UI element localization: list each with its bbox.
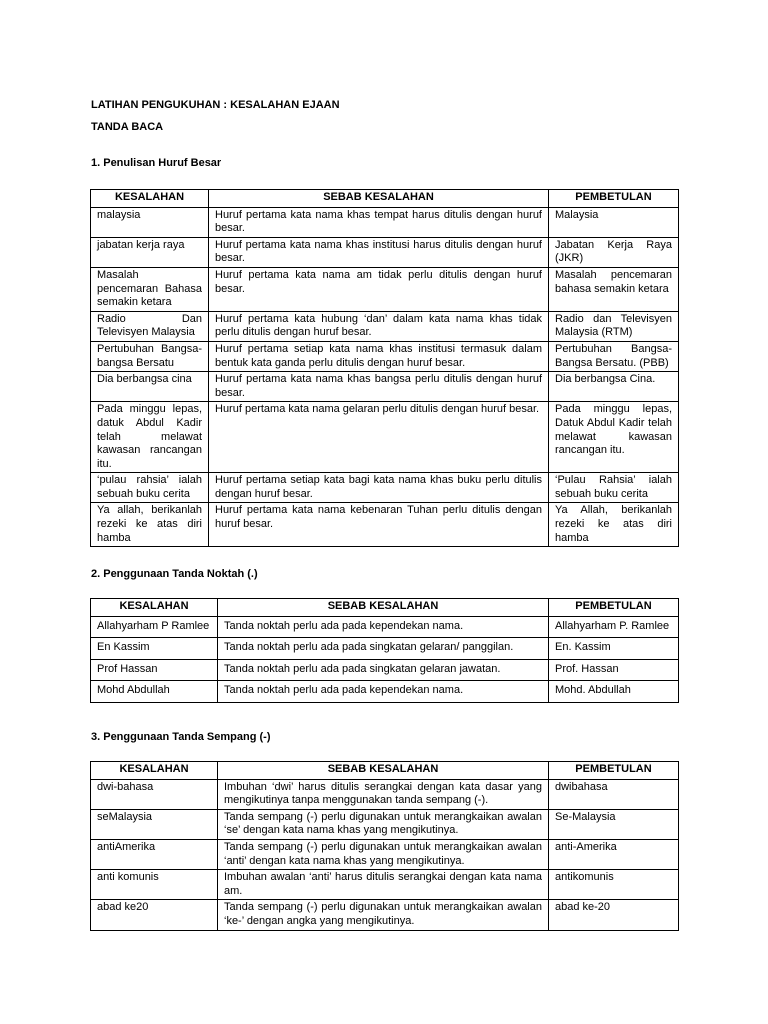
cell-sebab: Tanda noktah perlu ada pada kependekan nama.: [218, 681, 549, 703]
cell-sebab: Huruf pertama kata nama gelaran perlu ditulis dengan huruf besar.: [209, 402, 549, 473]
cell-sebab: Tanda sempang (-) perlu digunakan untuk merangkaikan awalan ‘ke-’ dengan angka yang mengikutinya.: [218, 900, 549, 930]
cell-pembetulan: Masalah pencemaran bahasa semakin ketara: [549, 267, 679, 311]
cell-sebab: Huruf pertama kata nama khas tempat harus ditulis dengan huruf besar.: [209, 207, 549, 237]
table-header-row: [91, 190, 679, 208]
table-header-row: [91, 599, 679, 617]
cell-kesalahan: abad ke20: [91, 900, 218, 930]
table-row: [91, 616, 679, 638]
cell-sebab: Huruf pertama kata nama am tidak perlu ditulis dengan huruf besar.: [209, 267, 549, 311]
cell-kesalahan: Ya allah, berikanlah rezeki ke atas diri hamba: [91, 503, 209, 547]
cell-pembetulan: antikomunis: [549, 870, 679, 900]
cell-pembetulan: anti-Amerika: [549, 839, 679, 869]
cell-kesalahan: seMalaysia: [91, 809, 218, 839]
table-row: [91, 809, 679, 839]
table-row: [91, 870, 679, 900]
table-row: [91, 503, 679, 547]
cell-sebab: Huruf pertama kata hubung ‘dan’ dalam kata nama khas tidak perlu ditulis dengan huruf besar.: [209, 311, 549, 341]
cell-sebab: Tanda noktah perlu ada pada singkatan gelaran jawatan.: [218, 659, 549, 681]
cell-kesalahan: Pada minggu lepas, datuk Abdul Kadir telah melawat kawasan rancangan itu.: [91, 402, 209, 473]
column-header: SEBAB KESALAHAN: [218, 599, 549, 617]
cell-kesalahan: Prof Hassan: [91, 659, 218, 681]
section-heading: 1. Penulisan Huruf Besar: [91, 157, 222, 169]
cell-pembetulan: Radio dan Televisyen Malaysia (RTM): [549, 311, 679, 341]
cell-pembetulan: Ya Allah, berikanlah rezeki ke atas diri hamba: [549, 503, 679, 547]
table-row: [91, 207, 679, 237]
cell-pembetulan: abad ke-20: [549, 900, 679, 930]
table-row: [91, 681, 679, 703]
cell-kesalahan: Mohd Abdullah: [91, 681, 218, 703]
table-row: [91, 839, 679, 869]
cell-sebab: Tanda noktah perlu ada pada singkatan gelaran/ panggilan.: [218, 638, 549, 660]
table-row: [91, 659, 679, 681]
cell-pembetulan: Pertubuhan Bangsa-Bangsa Bersatu. (PBB): [549, 341, 679, 371]
column-header: SEBAB KESALAHAN: [218, 762, 549, 780]
cell-kesalahan: Radio Dan Televisyen Malaysia: [91, 311, 209, 341]
table-row: [91, 341, 679, 371]
column-header: KESALAHAN: [91, 762, 218, 780]
column-header: PEMBETULAN: [549, 190, 679, 208]
cell-kesalahan: malaysia: [91, 207, 209, 237]
cell-sebab: Tanda sempang (-) perlu digunakan untuk merangkaikan awalan ‘anti’ dengan kata nama khas yang mengikutinya.: [218, 839, 549, 869]
cell-kesalahan: jabatan kerja raya: [91, 237, 209, 267]
table-row: [91, 779, 679, 809]
cell-kesalahan: Pertubuhan Bangsa-bangsa Bersatu: [91, 341, 209, 371]
cell-pembetulan: Allahyarham P. Ramlee: [549, 616, 679, 638]
cell-pembetulan: Malaysia: [549, 207, 679, 237]
section-table: [90, 761, 679, 931]
cell-pembetulan: ‘Pulau Rahsia’ ialah sebuah buku cerita: [549, 473, 679, 503]
cell-pembetulan: Prof. Hassan: [549, 659, 679, 681]
column-header: PEMBETULAN: [549, 762, 679, 780]
cell-pembetulan: Pada minggu lepas, Datuk Abdul Kadir telah melawat kawasan rancangan itu.: [549, 402, 679, 473]
section-table: [90, 189, 679, 547]
cell-pembetulan: Se-Malaysia: [549, 809, 679, 839]
cell-sebab: Tanda noktah perlu ada pada kependekan nama.: [218, 616, 549, 638]
cell-kesalahan: dwi-bahasa: [91, 779, 218, 809]
cell-pembetulan: Dia berbangsa Cina.: [549, 372, 679, 402]
table-row: [91, 900, 679, 930]
table-header-row: [91, 762, 679, 780]
table-row: [91, 372, 679, 402]
cell-pembetulan: Jabatan Kerja Raya (JKR): [549, 237, 679, 267]
table-row: [91, 638, 679, 660]
cell-kesalahan: Dia berbangsa cina: [91, 372, 209, 402]
cell-sebab: Huruf pertama kata nama khas bangsa perlu ditulis dengan huruf besar.: [209, 372, 549, 402]
section-table: [90, 598, 679, 703]
section-heading: 3. Penggunaan Tanda Sempang (-): [91, 731, 271, 743]
cell-kesalahan: antiAmerika: [91, 839, 218, 869]
cell-sebab: Huruf pertama kata nama khas institusi harus ditulis dengan huruf besar.: [209, 237, 549, 267]
table-row: [91, 267, 679, 311]
table-row: [91, 311, 679, 341]
column-header: KESALAHAN: [91, 599, 218, 617]
column-header: PEMBETULAN: [549, 599, 679, 617]
cell-kesalahan: Masalah pencemaran Bahasa semakin ketara: [91, 267, 209, 311]
cell-pembetulan: En. Kassim: [549, 638, 679, 660]
column-header: SEBAB KESALAHAN: [209, 190, 549, 208]
cell-kesalahan: En Kassim: [91, 638, 218, 660]
cell-pembetulan: Mohd. Abdullah: [549, 681, 679, 703]
cell-sebab: Imbuhan awalan ‘anti’ harus ditulis serangkai dengan kata nama am.: [218, 870, 549, 900]
table-row: [91, 473, 679, 503]
column-header: KESALAHAN: [91, 190, 209, 208]
table-row: [91, 402, 679, 473]
cell-kesalahan: anti komunis: [91, 870, 218, 900]
cell-kesalahan: ‘pulau rahsia’ ialah sebuah buku cerita: [91, 473, 209, 503]
cell-sebab: Tanda sempang (-) perlu digunakan untuk merangkaikan awalan ‘se’ dengan kata nama khas yang mengikutinya.: [218, 809, 549, 839]
cell-sebab: Imbuhan ‘dwi’ harus ditulis serangkai dengan kata dasar yang mengikutinya tanpa menggunakan tanda sempang (-).: [218, 779, 549, 809]
cell-pembetulan: dwibahasa: [549, 779, 679, 809]
cell-sebab: Huruf pertama setiap kata nama khas institusi termasuk dalam bentuk kata ganda perlu ditulis dengan huruf besar.: [209, 341, 549, 371]
section-heading: 2. Penggunaan Tanda Noktah (.): [91, 568, 258, 580]
document-title: LATIHAN PENGUKUHAN : KESALAHAN EJAAN: [91, 99, 340, 111]
table-row: [91, 237, 679, 267]
cell-sebab: Huruf pertama kata nama kebenaran Tuhan perlu ditulis dengan huruf besar.: [209, 503, 549, 547]
cell-kesalahan: Allahyarham P Ramlee: [91, 616, 218, 638]
document-subtitle: TANDA BACA: [91, 121, 164, 133]
cell-sebab: Huruf pertama setiap kata bagi kata nama khas buku perlu ditulis dengan huruf besar.: [209, 473, 549, 503]
